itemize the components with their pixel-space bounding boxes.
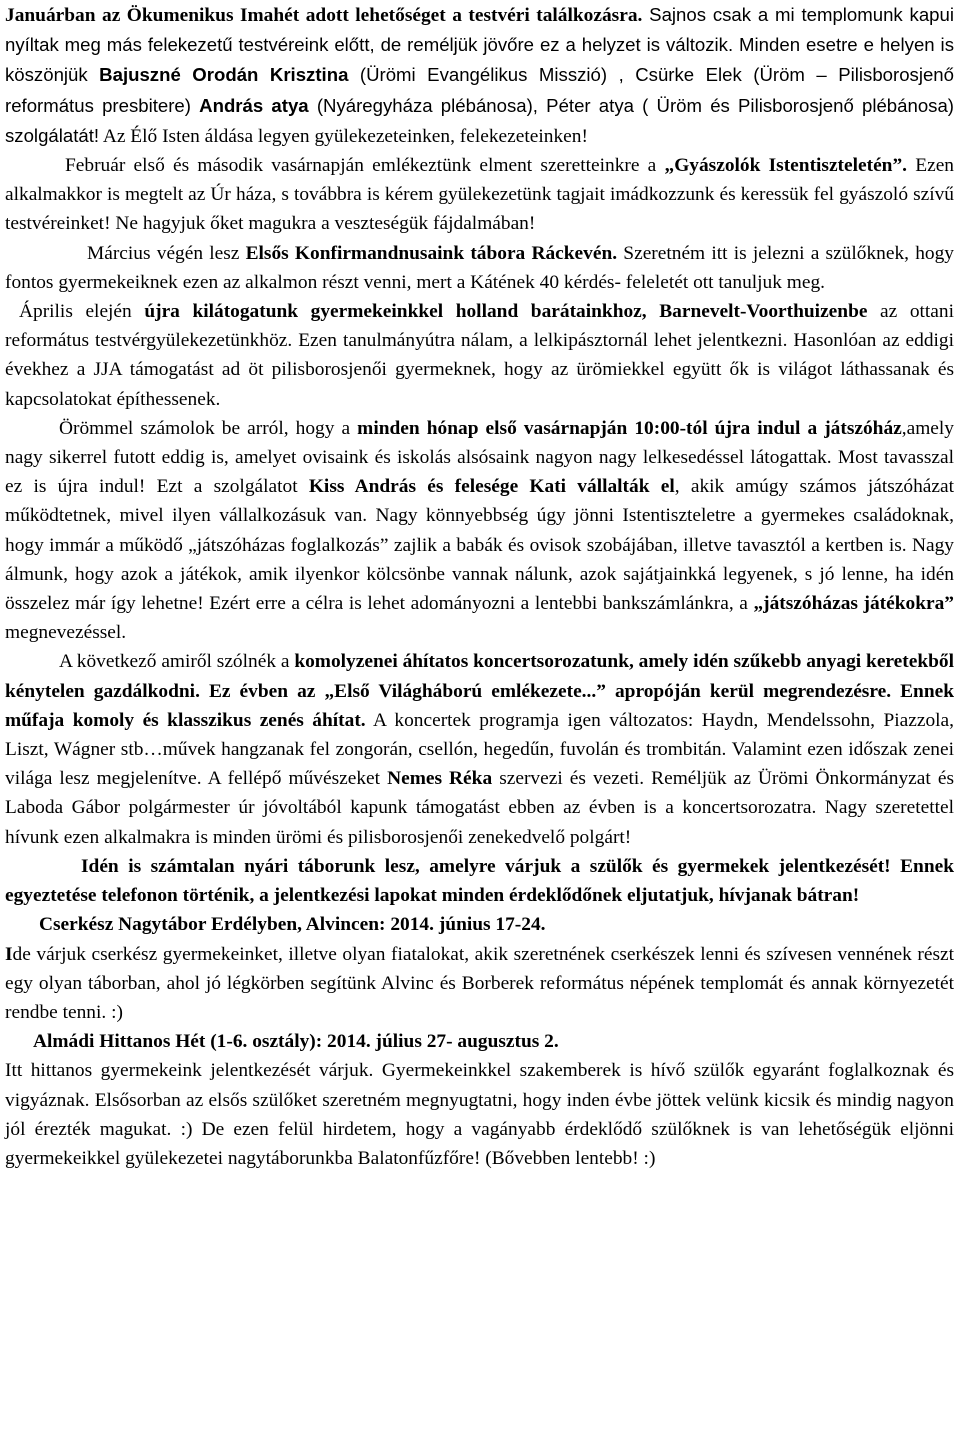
heading-text: Almádi Hittanos Hét (1-6. osztály): 2014. július 27- augusztus 2. [33, 1031, 559, 1053]
text-run: szervezi és vezeti. Reméljük az Ürömi Önkormányzat és Laboda Gábor polgármester úr jóvoltából kapunk támogatást ebben az évben is a koncertsorozatra. Nagy szeretettel hívunk ezen alkalmakra is minden ürömi és pilisborosjenői zenekedvelő polgárt! [5, 768, 954, 848]
text-run: Sajnos csak a mi templomunk kapui nyíltak meg más felekezetű testvéreink előtt, de reméljük jövőre ez a helyzet is változik. Minden esetre e helyen is köszönjük [5, 4, 954, 86]
text-run: Itt hittanos gyermekeink jelentkezését várjuk. Gyermekeinkkel szakemberek is hívő szülők egyaránt foglalkoznak és vigyáznak. Elsősorban az elsős szülőket szeretném megnyugtatni, hogy inden évbe jöttek velünk kicsik és mindig nagyon jól érezték magukat. :) De ezen felül hirdetem, hogy a vagányabb érdeklődő szülőknek is van lehetőségük eljönni gyermekeikkel gyülekezetei nagytáborunkba Balatonfűzfőre! (Bővebben lentebb! :) [5, 1060, 954, 1169]
text-run: (Nyáregyháza plébánosa), Péter atya ( Üröm és Pilisborosjenő plébánosa) szolgálatát! [5, 94, 954, 146]
paragraph-ecumenical-week [5, 0, 954, 151]
bold-text: „játszóházas játékokra” [753, 593, 954, 615]
text-run: Március végén lesz [87, 242, 246, 264]
bold-text: Idén is számtalan nyári táborunk lesz, amelyre várjuk a szülők és gyermekek jelentkezését! Ennek egyeztetése telefonon történik, a jelentkezési lapokat minden érdeklődőnek eljutatjuk, hívjanak bátran! [5, 855, 954, 907]
bold-text: komolyzenei áhítatos koncertsorozatunk, amely idén szűkebb anyagi keretekből kénytelen gazdálkodni. Ez évben az „Első Világháború emlékezete...” apropóján kerül megrendezésre. Ennek műfaja komoly és klasszikus zenés áhítat. [5, 651, 954, 731]
bold-text: Elsős Konfirmandnusaink tábora Ráckevén. [245, 242, 618, 264]
text-run: A következő amiről szólnék a [59, 651, 295, 673]
bold-text: Kiss András és felesége Kati vállalták el [308, 476, 675, 498]
heading-text: Cserkész Nagytábor Erdélyben, Alvincen: 2014. június 17-24. [39, 914, 546, 936]
paragraph-confirmation-camp [5, 239, 954, 297]
text-run: A koncertek programja igen változatos: Haydn, Mendelssohn, Piazzola, Liszt, Wágner stb…művek hangzanak fel zongorán, csellón, hegedűn, fuvolán és trombitán. Valamint ezen időszak zenei világa lesz megjelenítve. A fellépő művészeket [5, 709, 954, 790]
bold-text: „Gyászolók Istentiszteletén”. [664, 155, 908, 177]
bold-text: Januárban az Ökumenikus Imahét adott lehetőséget a testvéri találkozásra. [5, 5, 643, 26]
text-run: , akik amúgy számos játszóházat működtetnek, mivel ilyen vállalkozásuk van. Nagy könnyebbség úgy jönni Istentiszteletre a gyermekes családoknak, hogy immár a működő „játszóházas foglalkozás” zajlik a babák és ovisok szobájában, illetve tavasztól a kertben is. Nagy álmunk, hogy azok a játékok, amik ilyenkor kölcsönbe vannak nálunk, azok sajátjainkká legyenek, s jó lenne, ha idén összelez már így lehetne! Ezért erre a célra is lehet adományozni a lentebbi bankszámlánkra, a [5, 476, 954, 615]
paragraph-playhouse [5, 414, 954, 648]
bold-text: újra kilátogatunk gyermekeinkkel holland barátainkhoz, Barnevelt-Voorthuizenbe [144, 301, 868, 323]
paragraph-mourners-service [5, 151, 954, 239]
text-run: megnevezéssel. [5, 622, 127, 644]
paragraph-summer-camps [5, 852, 954, 910]
text-run: (Ürömi Evangélikus Misszió) , Csürke Elek (Üröm – Pilisborosjenő református presbitere) [5, 64, 954, 116]
bold-name: András atya [199, 94, 309, 116]
text-run: Ezen alkalmakkor is megtelt az Úr háza, s továbbra is kérem gyülekezetünk tagjait imádkozzunk és keressük fel gyászoló szívű testvéreinket! Ne hagyjuk őket magukra a veszteségük fájdalmában! [5, 155, 954, 235]
heading-bible-week [5, 1027, 954, 1056]
paragraph-bible-week [5, 1056, 954, 1173]
text-run: az ottani református testvérgyülekezetünkhöz. Ezen tanulmányútra nálam, a lelkipásztornál lehet jelentkezni. Hasonlóan az eddigi évekhez a JJA támogatást ad öt pilisborosjenői gyermeknek, hogy az ürömiekkel együtt ők is világot láthassanak és kapcsolatokat építhessenek. [5, 301, 955, 410]
text-run: Szeretném itt is jelezni a szülőknek, hogy fontos gyermekeiknek ezen az alkalmon részt venni, mert a Kátének 40 kérdés- feleletét ott tanuljuk meg. [5, 242, 954, 293]
bold-initial: I [5, 943, 13, 965]
bold-name: Bajuszné Orodán Krisztina [99, 64, 349, 86]
text-run: Örömmel számolok be arról, hogy a [59, 417, 358, 439]
bold-text: minden hónap első vasárnapján 10:00-tól újra indul a játszóház [357, 417, 902, 439]
paragraph-concert-series [5, 647, 954, 851]
heading-scout-camp [5, 910, 954, 939]
text-run: Február első és második vasárnapján emlékeztünk elment szeretteinkre a [65, 155, 665, 177]
text-run: ,amely nagy sikerrel futott eddig is, amelyet ovisaink és iskolás alsósaink nagyon nagy lelkesedéssel látogattak. Most tavasszal ez is újra indul! Ezt a szolgálatot [5, 417, 954, 498]
text-run: de várjuk cserkész gyermekeinket, illetve olyan fiatalokat, akik szeretnének cserkészek lenni és szívesen vennének részt egy olyan táborban, ahol jó légkörben segítünk Alvinc és Borberek református népének templomát és annak környezetét rendbe tenni. :) [5, 943, 954, 1023]
bold-text: Nemes Réka [387, 768, 493, 790]
text-run: Az Élő Isten áldása legyen gyülekezeteinken, felekezeteinken! [99, 125, 588, 147]
paragraph-scout-camp [5, 940, 954, 1028]
paragraph-holland-visit [5, 297, 954, 414]
text-run: Április elején [19, 301, 145, 323]
